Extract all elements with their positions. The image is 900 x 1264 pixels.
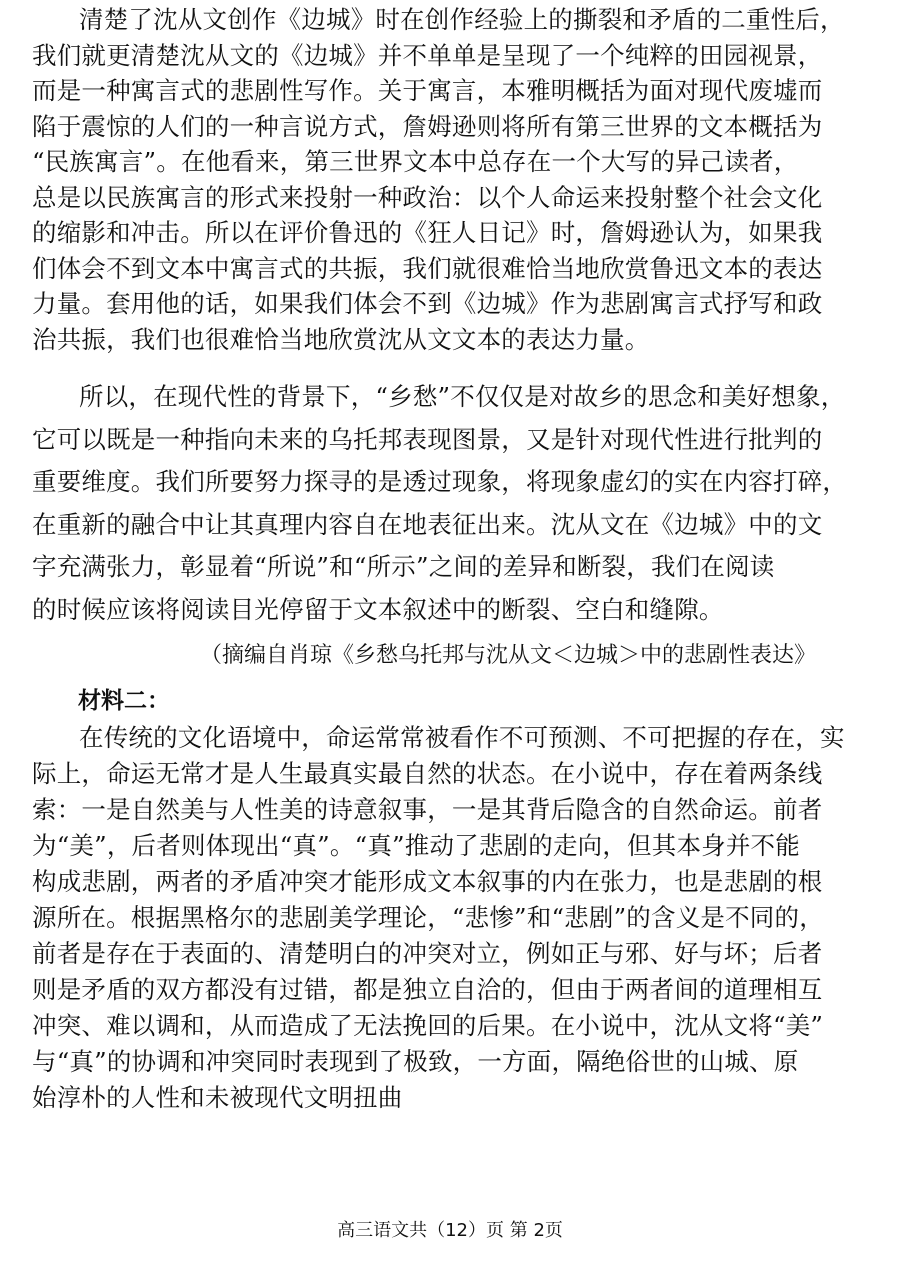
paragraph-line: 我们就更清楚沈从文的《边城》并不单单是呈现了一个纯粹的田园视景， <box>32 40 823 70</box>
paragraph-line: 们体会不到文本中寓言式的共振，我们就很难恰当地欣赏鲁迅文本的表达 <box>32 253 823 283</box>
section-heading: 材料二： <box>78 688 170 714</box>
paragraph-line: 冲突、难以调和，从而造成了无法挽回的后果。在小说中，沈从文将“美” <box>32 1011 824 1040</box>
paragraph-3 <box>32 720 874 1116</box>
paragraph-line: 所以，在现代性的背景下，“乡愁”不仅仅是对故乡的思念和美好想象， <box>79 382 846 411</box>
paragraph-line: 重要维度。我们所要努力探寻的是透过现象，将现象虚幻的实在内容打碎， <box>32 467 848 497</box>
paragraph-line: 的时候应该将阅读目光停留于文本叙述中的断裂、空白和缝隙。 <box>32 594 724 624</box>
paragraph-line: 的缩影和冲击。所以在评价鲁迅的《狂人日记》时，詹姆逊认为，如果我 <box>32 218 823 247</box>
paragraph-line: 它可以既是一种指向未来的乌托邦表现图景，又是针对现代性进行批判的 <box>32 424 823 454</box>
paragraph-line: 源所在。根据黑格尔的悲剧美学理论，“悲惨”和“悲剧”的含义是不同的， <box>32 903 824 932</box>
paragraph-1 <box>32 2 874 357</box>
paragraph-line: 治共振，我们也很难恰当地欣赏沈从文文本的表达力量。 <box>32 324 650 354</box>
page-footer: 高三语文共（12）页 第 2页 <box>337 1220 563 1241</box>
paragraph-line: 而是一种寓言式的悲剧性写作。关于寓言，本雅明概括为面对现代废墟而 <box>32 76 823 105</box>
source-citation: （摘编自肖琼《乡愁乌托邦与沈从文＜边城＞中的悲剧性表达》 <box>200 643 817 668</box>
paragraph-line: 清楚了沈从文创作《边城》时在创作经验上的撕裂和矛盾的二重性后， <box>79 5 845 34</box>
paragraph-line: “民族寓言”。在他看来，第三世界文本中总存在一个大写的异己读者， <box>32 147 799 176</box>
paragraph-line: 与“真”的协调和冲突同时表现到了极致，一方面，隔绝俗世的山城、原 <box>32 1047 799 1076</box>
paragraph-line: 字充满张力，彰显着“所说”和“所示”之间的差异和断裂，我们在阅读 <box>32 552 775 582</box>
paragraph-line: 始淳朴的人性和未被现代文明扭曲 <box>32 1083 403 1112</box>
paragraph-line: 构成悲剧，两者的矛盾冲突才能形成文本叙事的内在张力，也是悲剧的根 <box>32 867 823 896</box>
paragraph-line: 索：一是自然美与人性美的诗意叙事，一是其背后隐含的自然命运。前者 <box>32 795 823 824</box>
paragraph-line: 陷于震惊的人们的一种言说方式，詹姆逊则将所有第三世界的文本概括为 <box>32 111 823 141</box>
paragraph-line: 前者是存在于表面的、清楚明白的冲突对立，例如正与邪、好与坏；后者 <box>32 939 823 968</box>
paragraph-line: 在重新的融合中让其真理内容自在地表征出来。沈从文在《边城》中的文 <box>32 509 823 539</box>
paragraph-line: 力量。套用他的话，如果我们体会不到《边城》作为悲剧寓言式抒写和政 <box>32 289 823 318</box>
paragraph-line: 总是以民族寓言的形式来投射一种政治：以个人命运来投射整个社会文化 <box>32 182 823 212</box>
paragraph-line: 际上，命运无常才是人生最真实最自然的状态。在小说中，存在着两条线 <box>32 759 823 788</box>
paragraph-line: 则是矛盾的双方都没有过错，都是独立自洽的，但由于两者间的道理相互 <box>32 975 823 1004</box>
paragraph-line: 在传统的文化语境中，命运常常被看作不可预测、不可把握的存在，实 <box>79 723 845 752</box>
paragraph-2 <box>32 376 874 632</box>
paragraph-line: 为“美”，后者则体现出“真”。“真”推动了悲剧的走向，但其本身并不能 <box>32 831 800 860</box>
